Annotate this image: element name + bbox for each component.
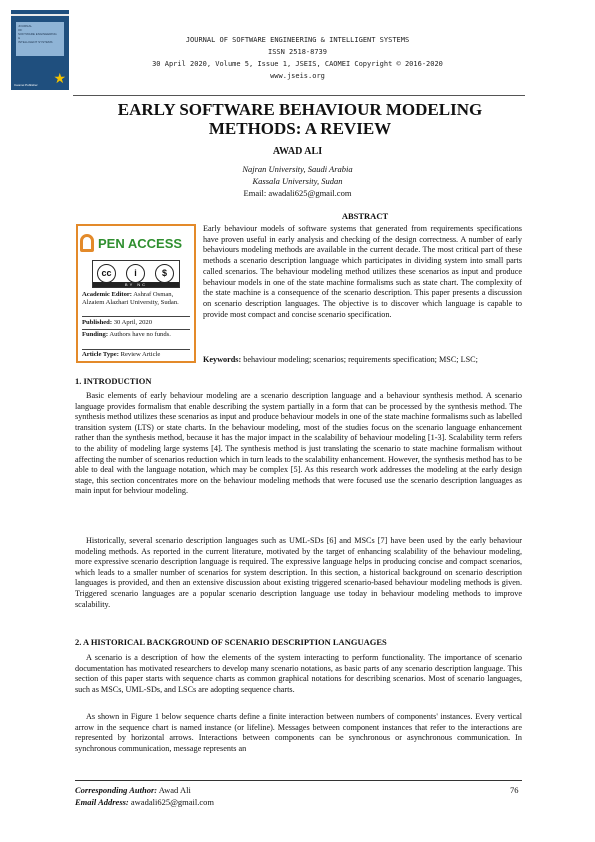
open-lock-icon [80,234,94,252]
cover-title: JOURNAL OF SOFTWARE ENGINEERING & INTELLIGENT SYSTEMS [18,24,57,44]
author-email[interactable]: Email: awadali625@gmail.com [243,188,352,198]
journal-issn: ISSN 2518-8739 [267,48,327,56]
cc-icon: cc [97,264,116,283]
keywords-label: Keywords: [203,355,242,364]
affiliation-2: Kassala University, Sudan [252,176,343,186]
info-published: Published: 30 April, 2020 [82,319,152,326]
journal-name: JOURNAL OF SOFTWARE ENGINEERING & INTELLIGENT SYSTEMS [185,36,410,44]
keywords-value: behaviour modeling; scenarios; requirements specification; MSC; LSC; [243,355,478,364]
noncommercial-icon: $ [155,264,174,283]
journal-issue-line: 30 April 2020, Volume 5, Issue 1, JSEIS, CAOMEI Copyright © 2016-2020 [152,60,443,68]
attribution-icon: i [126,264,145,283]
body-paragraph: Historically, several scenario description languages such as UML-SDs [6] and MSCs [7] have been used by the early behaviour modeling methods. As reported in the current literature, motivated by the target of enhancing scalability of the behaviour modeling, more expressive scenario description language is required. The expressive language helps in producing concise and compact scenarios, which leads to a smaller number of scenarios for system description. In this section, a historical background on scenario description languages is provided, and then an extensive discussion about existing triggered scenario-based behaviour modeling methods is given. Triggered scenario languages are a popular scenario description language use today in behaviour modeling methods to improve scalability. [75,536,522,609]
page-number: 76 [510,785,519,795]
cover-publisher: Caomei Publisher [14,83,38,87]
cc-license-badge[interactable] [92,260,180,288]
header-divider [73,95,525,96]
abstract-heading: ABSTRACT [341,211,389,221]
info-editor: Academic Editor: Ashraf Osman, Alzaiem Alazhari University, Sudan. [82,291,179,306]
paper-author: AWAD ALI [272,146,323,157]
abstract-text: Early behaviour models of software systems that generated from requirements specifications have proven useful in early analysis and checking of the design correctness. A number of early behaviours modeling methods are available in the current decade. The most critical part of these methods a scenario description language which participates in dividing system into small parts called scenarios. The behaviour modeling method utilizes these scenarios as input and produce behaviour models in one of the state machine formalisms such as state chart. The complexity of the state machine is a consequence of the scenario description. This paper presents a discussion on scenario description languages. The objective is to discover which language is capable to provide most compact and concise scenario specification. [203,224,522,319]
body-paragraph: Basic elements of early behaviour modeling are a scenario description language and a behaviour synthesis method. A scenario language provides formalism that enable describing the system partially in a form that can be processed by the synthesis method. The synthesis method utilizes these scenarios as input and produce behaviour models in one of the state machine formalisms such as labelled transition system (LTS) or state charts. In the behaviour modeling, most of the studies focus on the scenario language enhancement rather than the synthesis method, because it has the major impact in the scalability of behaviour modeling [1-3]. Scalability term refers to the ability of modeling large systems [4]. The synthesis method is just translating the scenario to state machine formalism without affecting the number of scenarios reduction which in turn leads to the scalability enhancement. However, the synthesis method has to be able to deal with the language notation, which may be complex [5]. As this research work addresses the modeling at the early design stage, this section concentrates more on the behaviour modeling methods that were focused use the scenario description languages as main input for behviour modeling. [75,391,523,496]
section-heading: 1. INTRODUCTION [75,376,152,386]
info-divider [82,316,190,317]
paper-title: EARLY SOFTWARE BEHAVIOUR MODELING METHODS: A REVIEW [117,100,483,138]
corresponding-email[interactable]: Email Address: awadali625@gmail.com [75,797,215,807]
footer-divider [75,780,522,781]
body-paragraph: A scenario is a description of how the elements of the system interacting to perform functionality. The importance of scenario documentation has motivated researchers to develop many scenario notations, as basic parts of any scenario description language. This section of this paper starts with sequence charts as common graphical notations for describing scenarios. Most of scenario languages, such as MSCs, UML-SDs, and LSCs are adopting sequence charts. [75,653,522,694]
affiliation-1: Najran University, Saudi Arabia [242,164,353,174]
journal-website[interactable]: www.jseis.org [270,72,325,80]
cc-band-text: BY NC [93,282,179,287]
keywords [203,354,522,365]
info-divider [82,349,190,350]
open-access-logo: PEN ACCESS [80,234,192,256]
info-funding: Funding: Authors have no funds. [82,331,171,338]
info-article-type: Article Type: Review Article [82,351,161,358]
star-icon: ★ [53,72,66,87]
corresponding-author: Corresponding Author: Awad Ali [75,785,191,795]
section-heading: 2. A HISTORICAL BACKGROUND OF SCENARIO DESCRIPTION LANGUAGES [75,637,387,647]
info-divider [82,329,190,330]
body-paragraph: As shown in Figure 1 below sequence charts define a finite interaction between numbers of components' instances. Every vertical arrow in the sequence chart is named instance (or lifeline). Messages between component instances that refer to the interactions are represented by horizontal arrows. Interactions between components can be synchronous or asynchronous communication. In synchronous communication, message represents an [75,712,522,753]
